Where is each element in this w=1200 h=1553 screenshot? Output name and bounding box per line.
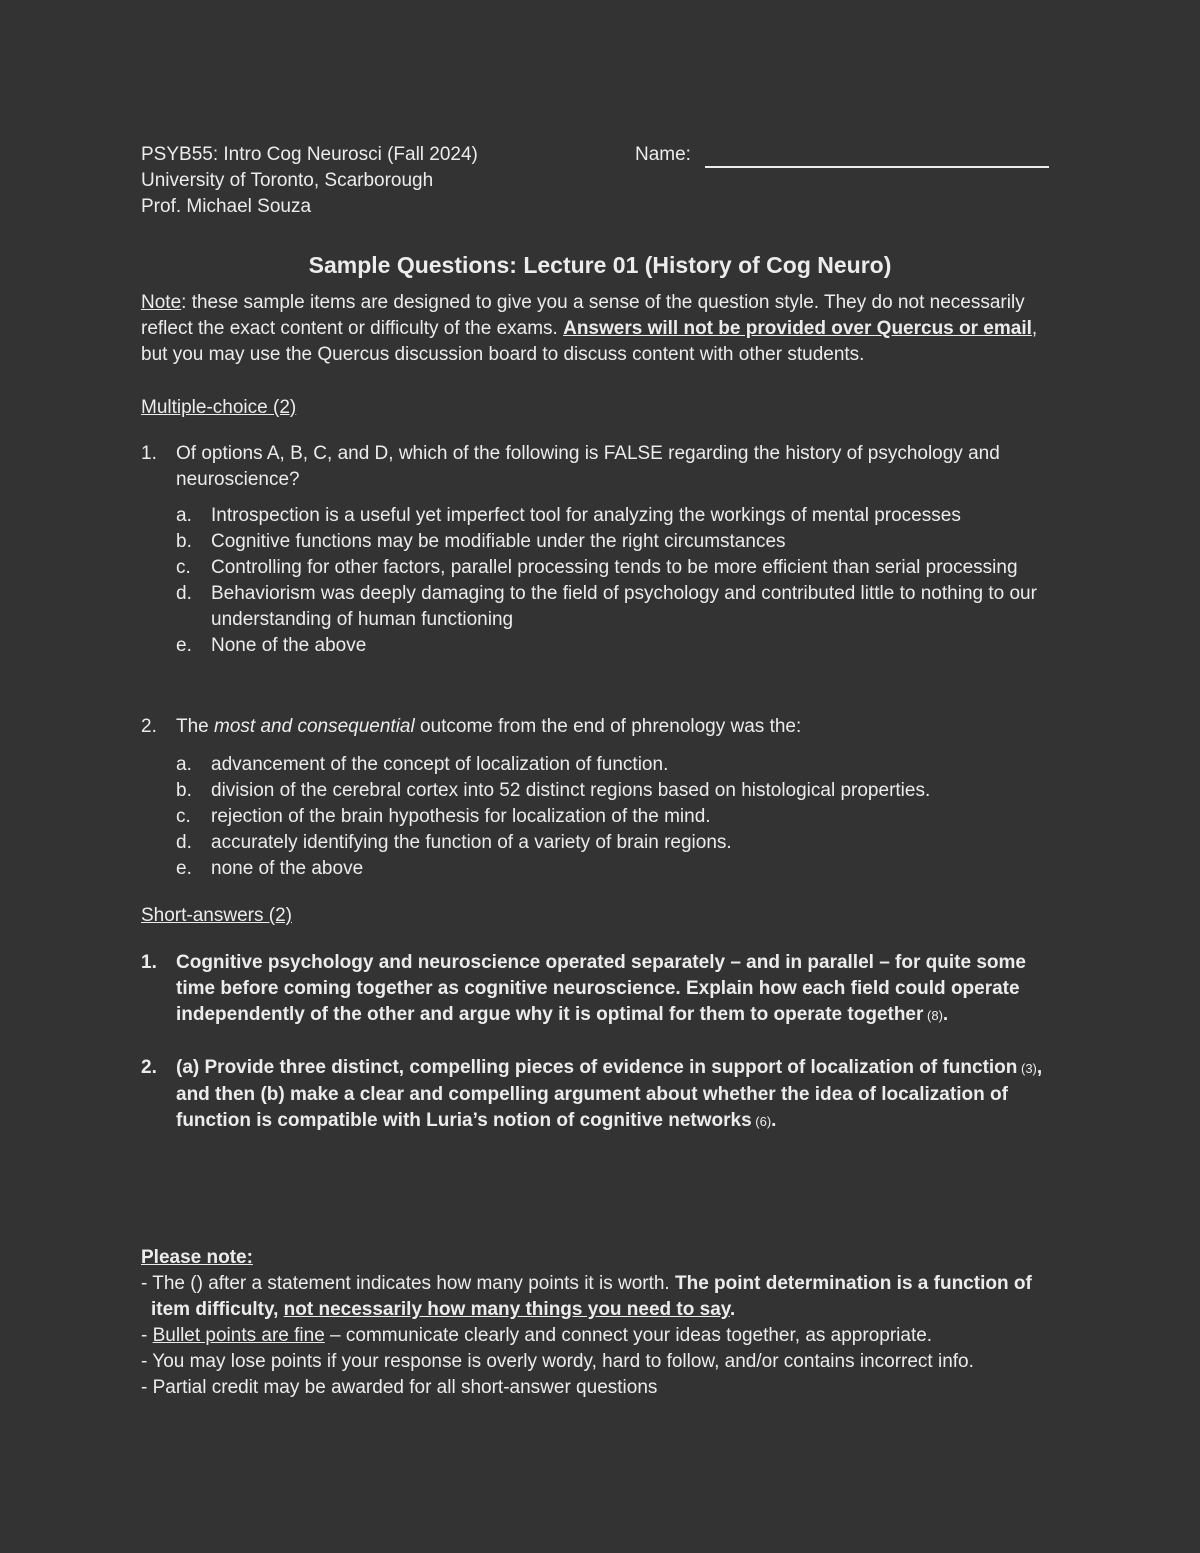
option-letter: c. [176, 806, 191, 827]
question-text [176, 1055, 1061, 1135]
question-end: . [942, 1004, 949, 1025]
option-text: division of the cerebral cortex into 52 distinct regions based on histological properties. [211, 780, 931, 801]
university-name: University of Toronto, Scarborough [141, 170, 434, 191]
note-text-2: , but you may use the Quercus discussion board to discuss content with other students. [141, 318, 1038, 365]
question-text [176, 714, 1061, 740]
question-number: 1. [141, 952, 157, 973]
mc-section-heading: Multiple-choice (2) [141, 397, 297, 418]
question-number: 1. [141, 443, 157, 464]
please-note-block [141, 1245, 1061, 1401]
mc-question-2 [141, 714, 1061, 882]
option-letter: b. [176, 780, 192, 801]
option-item [176, 856, 1061, 882]
option-text: Cognitive functions may be modifiable under the right circumstances [211, 531, 786, 552]
question-number: 2. [141, 716, 157, 737]
option-letter: e. [176, 858, 192, 879]
option-item [176, 752, 1061, 778]
option-letter: c. [176, 557, 191, 578]
option-item [176, 529, 1061, 555]
points-value-a: (3) [1017, 1061, 1037, 1076]
professor-name: Prof. Michael Souza [141, 196, 312, 217]
option-item [176, 778, 1061, 804]
note-answers-warning: Answers will not be provided over Quercus or email [563, 318, 1032, 339]
option-text: advancement of the concept of localization of function. [211, 754, 669, 775]
name-blank-line [705, 144, 1049, 168]
option-item [176, 830, 1061, 856]
option-letter: b. [176, 531, 192, 552]
option-letter: d. [176, 583, 192, 604]
question-text-italic: most and consequential [214, 716, 415, 737]
please-note-heading: Please note: [141, 1247, 253, 1268]
option-letter: a. [176, 505, 192, 526]
option-letter: d. [176, 832, 192, 853]
options-list [176, 503, 1061, 659]
note-line-1-bold-underline: not necessarily how many things you need to say [283, 1299, 730, 1320]
question-number: 2. [141, 1057, 157, 1078]
note-line-3: - You may lose points if your response is overly wordy, hard to follow, and/or contains incorrect info. [141, 1351, 974, 1372]
note-line-1 [141, 1271, 1061, 1323]
note-line-1-bold: The point determination is a function of item difficulty, [151, 1273, 1032, 1320]
question-part-b: , and then (b) make a clear and compelling argument about whether the idea of localization of function is compatible with Luria’s notion of cognitive networks [176, 1057, 1043, 1131]
note-paragraph [141, 290, 1061, 368]
note-line-4: - Partial credit may be awarded for all short-answer questions [141, 1377, 658, 1398]
option-text: Behaviorism was deeply damaging to the field of psychology and contributed little to nothing to our understanding of human functioning [211, 583, 1037, 630]
option-text: rejection of the brain hypothesis for localization of the mind. [211, 806, 711, 827]
question-body: Cognitive psychology and neuroscience operated separately – and in parallel – for quite some time before coming together as cognitive neuroscience. Explain how each field could operate independently of the other and argue why it is optimal for them to operate together [176, 952, 1026, 1025]
note-line-1-text: - The () after a statement indicates how many points it is worth. [141, 1273, 675, 1294]
course-header [141, 142, 478, 220]
option-item [176, 581, 1061, 633]
note-line-1-end: . [729, 1299, 736, 1320]
option-item [176, 555, 1061, 581]
name-label: Name: [635, 144, 691, 165]
mc-question-1 [141, 441, 1061, 659]
option-letter: e. [176, 635, 192, 656]
option-letter: a. [176, 754, 192, 775]
page-title: Sample Questions: Lecture 01 (History of Cog Neuro) [308, 252, 892, 278]
sa-question-1 [141, 950, 1061, 1029]
name-field-block [635, 142, 1049, 168]
note-label: Note [141, 292, 182, 313]
note-text-1: : these sample items are designed to give you a sense of the question style. They do not necessarily reflect the exact content or difficulty of the exams. [141, 292, 1025, 339]
question-text-post: outcome from the end of phrenology was the: [414, 716, 802, 737]
option-text: Introspection is a useful yet imperfect tool for analyzing the workings of mental processes [211, 505, 961, 526]
note-line-2-dash: - [141, 1325, 153, 1346]
question-text [176, 950, 1061, 1029]
points-value-b: (6) [751, 1114, 772, 1129]
sa-section-heading: Short-answers (2) [141, 905, 292, 926]
note-line-2-underline: Bullet points are fine [152, 1325, 325, 1346]
option-text: None of the above [211, 635, 367, 656]
option-item [176, 503, 1061, 529]
option-text: Controlling for other factors, parallel processing tends to be more efficient than serial processing [211, 557, 1018, 578]
sa-question-2 [141, 1055, 1061, 1135]
question-text-pre: The [176, 716, 215, 737]
course-title: PSYB55: Intro Cog Neurosci (Fall 2024) [141, 144, 478, 165]
option-item [176, 633, 1061, 659]
question-part-a: (a) Provide three distinct, compelling pieces of evidence in support of localization of function [176, 1057, 1018, 1078]
note-line-2-text: – communicate clearly and connect your ideas together, as appropriate. [324, 1325, 933, 1346]
options-list [176, 752, 1061, 882]
question-end: . [771, 1110, 777, 1131]
points-value: (8) [923, 1008, 943, 1023]
note-line-2 [141, 1323, 1061, 1349]
option-text: accurately identifying the function of a variety of brain regions. [211, 832, 732, 853]
option-text: none of the above [211, 858, 364, 879]
question-text: Of options A, B, C, and D, which of the following is FALSE regarding the history of psychology and neuroscience? [176, 443, 1000, 490]
option-item [176, 804, 1061, 830]
